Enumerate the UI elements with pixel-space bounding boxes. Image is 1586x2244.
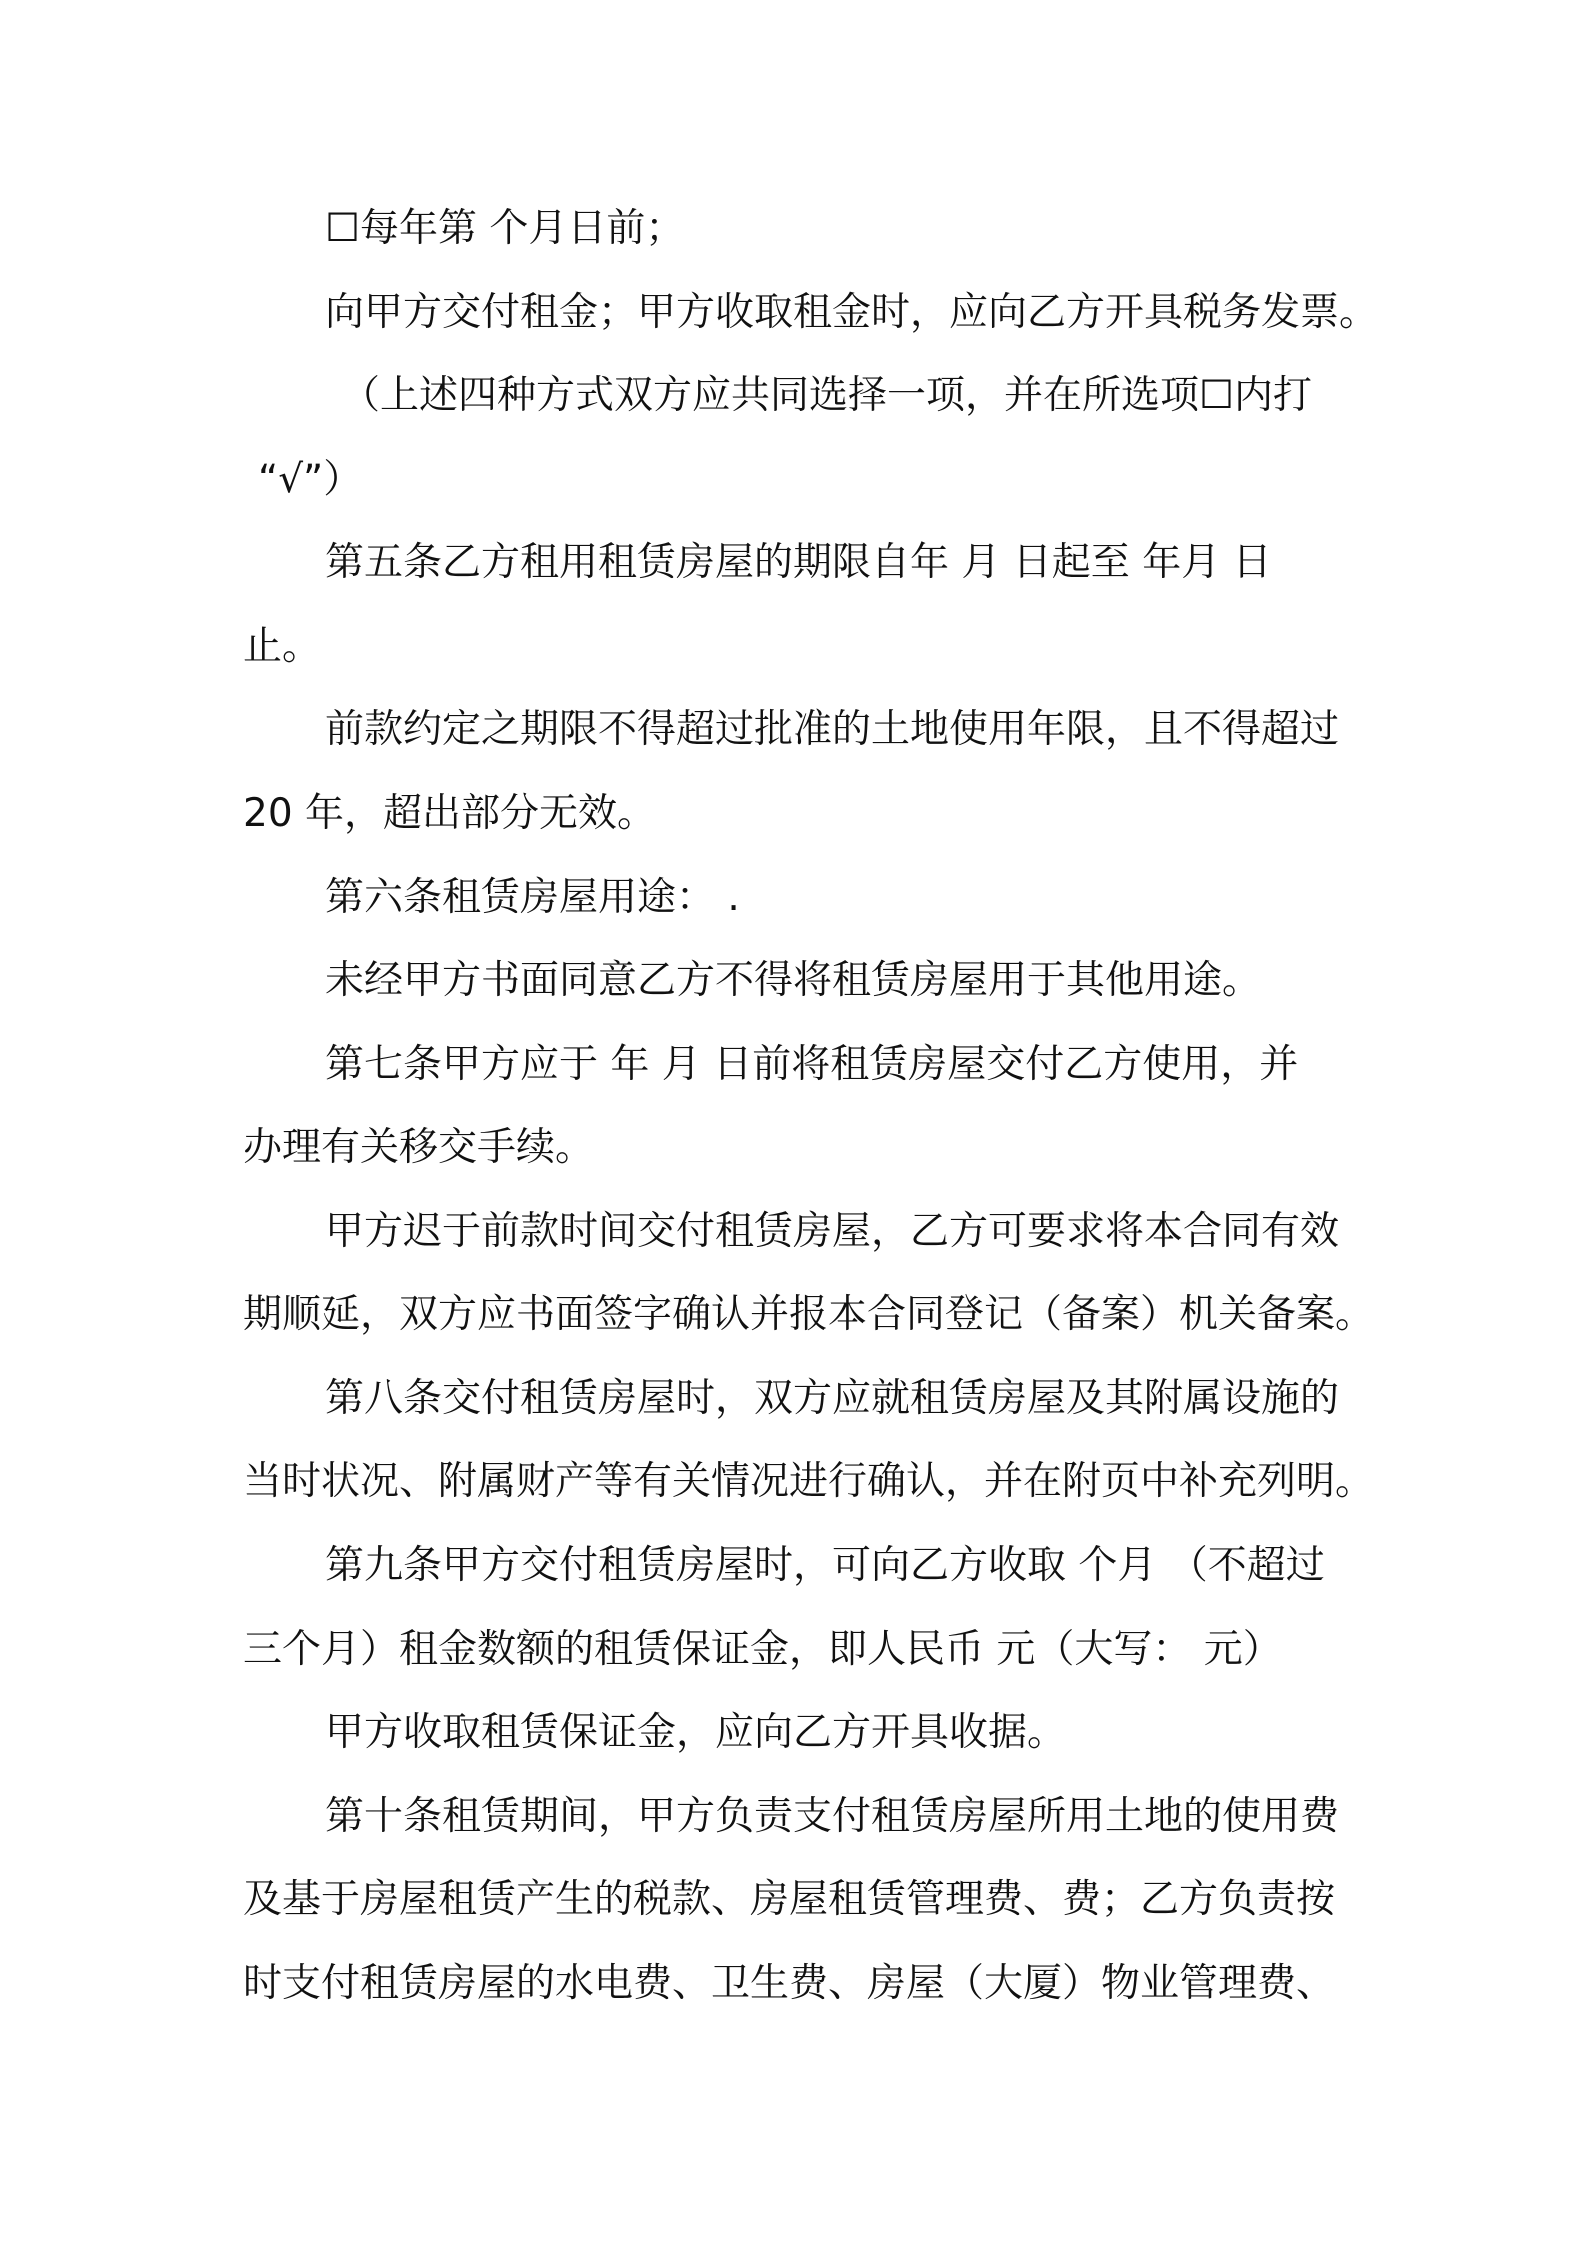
text-line: “√”）	[258, 457, 363, 502]
text-line: 第五条乙方租用租赁房屋的期限自年 月 日起至 年月 日	[325, 540, 1272, 585]
text-line: 当时状况、附属财产等有关情况进行确认，并在附页中补充列明。	[243, 1459, 1375, 1504]
text-line: 第七条甲方应于 年 月 日前将租赁房屋交付乙方使用，并	[325, 1042, 1299, 1087]
text-line: 向甲方交付租金；甲方收取租金时，应向乙方开具税务发票。	[325, 290, 1379, 335]
text-line: （上述四种方式双方应共同选择一项，并在所选项☐内打	[341, 373, 1312, 418]
text-line: 三个月）租金数额的租赁保证金，即人民币 元（大写： 元）	[243, 1627, 1282, 1672]
text-line: 20 年，超出部分无效。	[243, 791, 657, 836]
text-line: 及基于房屋租赁产生的税款、房屋租赁管理费、费；乙方负责按	[243, 1877, 1336, 1922]
text-line: 未经甲方书面同意乙方不得将租赁房屋用于其他用途。	[325, 958, 1262, 1003]
text-line: 办理有关移交手续。	[243, 1125, 595, 1170]
text-line: 第九条甲方交付租赁房屋时，可向乙方收取 个月 （不超过	[325, 1543, 1325, 1588]
text-line: ☐每年第 个月日前；	[325, 206, 685, 251]
text-line: 甲方迟于前款时间交付租赁房屋，乙方可要求将本合同有效	[325, 1209, 1340, 1254]
text-line: 期顺延，双方应书面签字确认并报本合同登记（备案）机关备案。	[243, 1292, 1375, 1337]
text-line: 时支付租赁房屋的水电费、卫生费、房屋（大厦）物业管理费、	[243, 1961, 1336, 2006]
text-line: 前款约定之期限不得超过批准的土地使用年限，且不得超过	[325, 707, 1340, 752]
text-line: 第八条交付租赁房屋时，双方应就租赁房屋及其附属设施的	[325, 1376, 1340, 1421]
text-line: 止。	[243, 624, 322, 669]
text-line: 甲方收取租赁保证金，应向乙方开具收据。	[325, 1710, 1067, 1755]
text-line: 第十条租赁期间，甲方负责支付租赁房屋所用土地的使用费	[325, 1794, 1340, 1839]
text-line: 第六条租赁房屋用途： .	[325, 875, 740, 920]
